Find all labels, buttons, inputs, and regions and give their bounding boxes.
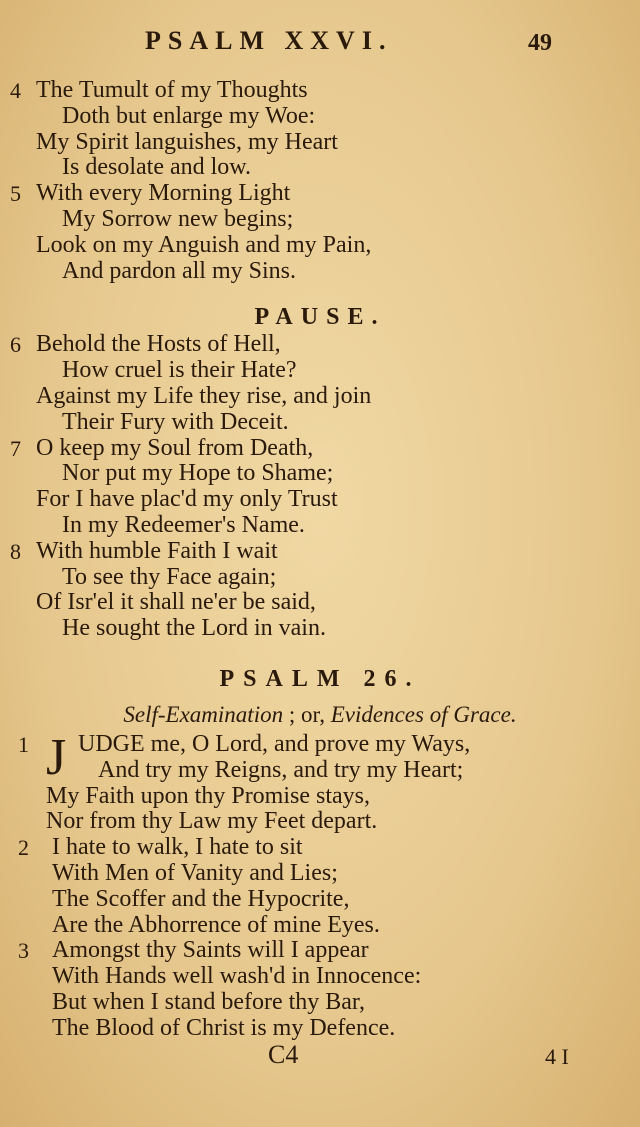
verse-text: To see thy Face again; [62,563,277,590]
verse-line [0,964,640,990]
verse-line [0,565,640,591]
verse-number: 5 [10,181,21,207]
page-header [0,26,640,66]
verse-line [0,155,640,181]
verse-text: Nor from thy Law my Feet depart. [46,808,378,835]
verse-text: With humble Faith I wait [36,537,278,564]
verse-line [0,207,640,233]
verse-text: O keep my Soul from Death, [36,434,314,461]
verse-line [0,487,640,513]
verse-line [0,436,640,462]
verse-text: The Blood of Christ is my Defence. [52,1014,396,1041]
signature-mark: C4 [268,1040,299,1069]
verse-line [0,758,640,784]
verse-text: And pardon all my Sins. [62,257,296,284]
verse-number: 6 [10,332,21,358]
verse-line [0,590,640,616]
verse-text: He sought the Lord in vain. [62,615,326,642]
verse-line [0,104,640,130]
verse-line [0,259,640,285]
verse-text: With Men of Vanity and Lies; [52,859,338,886]
verse-text: Against my Life they rise, and join [36,382,372,409]
verse-line [0,461,640,487]
verse-text: Nor put my Hope to Shame; [62,460,334,487]
verse-text: Of Isr'el it shall ne'er be said, [36,589,316,616]
verse-text: My Spirit languishes, my Heart [36,128,338,155]
verse-text: Are the Abhorrence of mine Eyes. [52,911,380,938]
verse-line [0,835,640,861]
verse-text: The Tumult of my Thoughts [36,77,308,103]
verse-text: And try my Reigns, and try my Heart; [98,756,464,783]
catchword: 4 I [545,1044,569,1069]
verse-text: My Faith upon thy Promise stays, [46,782,371,809]
verse-line [0,861,640,887]
verse-line [0,913,640,939]
verse-line [0,78,640,104]
verse-line [0,384,640,410]
drop-cap: J [46,728,67,786]
verse-line [0,233,640,259]
running-head: PSALM XXVI. [145,26,393,55]
verse-line [0,332,640,358]
psalm-subtitle [0,700,640,730]
verse-line [0,181,640,207]
psalm-title: PSALM 26. [219,665,421,692]
page-number: 49 [528,30,552,56]
verse-text: But when I stand before thy Bar, [52,988,365,1015]
pause-heading: PAUSE. [254,304,386,331]
verse-text: For I have plac'd my only Trust [36,486,338,513]
verse-line [0,539,640,565]
verse-line [0,130,640,156]
verse-number: 1 [18,731,29,757]
verse-text: UDGE me, O Lord, and prove my Ways, [78,730,471,757]
verse-line [0,990,640,1016]
verse-text: With Hands well wash'd in Innocence: [52,963,422,990]
verse-text: Doth but enlarge my Woe: [62,102,316,129]
subtitle-separator: ; or, [288,701,325,727]
verse-line [0,358,640,384]
subtitle-part-2: Evidences of Grace. [330,701,517,727]
verse-line [0,1016,640,1042]
verse-number: 2 [18,835,29,861]
verse-line [0,887,640,913]
verse-line [0,938,640,964]
verse-line [0,616,640,642]
verse-number: 8 [10,538,21,564]
verse-number: 7 [10,435,21,461]
verse-text: With every Morning Light [36,180,291,207]
verse-line [0,809,640,835]
page-footer [0,1040,640,1080]
verse-text: Behold the Hosts of Hell, [36,331,281,358]
verse-line [0,513,640,539]
verse-text: Look on my Anguish and my Pain, [36,231,372,258]
verse-text: I hate to walk, I hate to sit [52,834,303,861]
verse-text: The Scoffer and the Hypocrite, [52,885,350,912]
subtitle-part-1: Self-Examination [123,701,284,727]
verse-text: In my Redeemer's Name. [62,511,305,538]
page-body [0,78,640,1042]
verse-text: Their Fury with Deceit. [62,408,289,435]
verse-number: 3 [18,938,29,964]
verse-text: My Sorrow new begins; [62,205,294,232]
verse-text: How cruel is their Hate? [62,357,297,384]
verse-number: 4 [10,78,21,103]
verse-line [0,410,640,436]
verse-text: Amongst thy Saints will I appear [52,937,369,964]
verse-line [0,784,640,810]
verse-text: Is desolate and low. [62,154,252,181]
